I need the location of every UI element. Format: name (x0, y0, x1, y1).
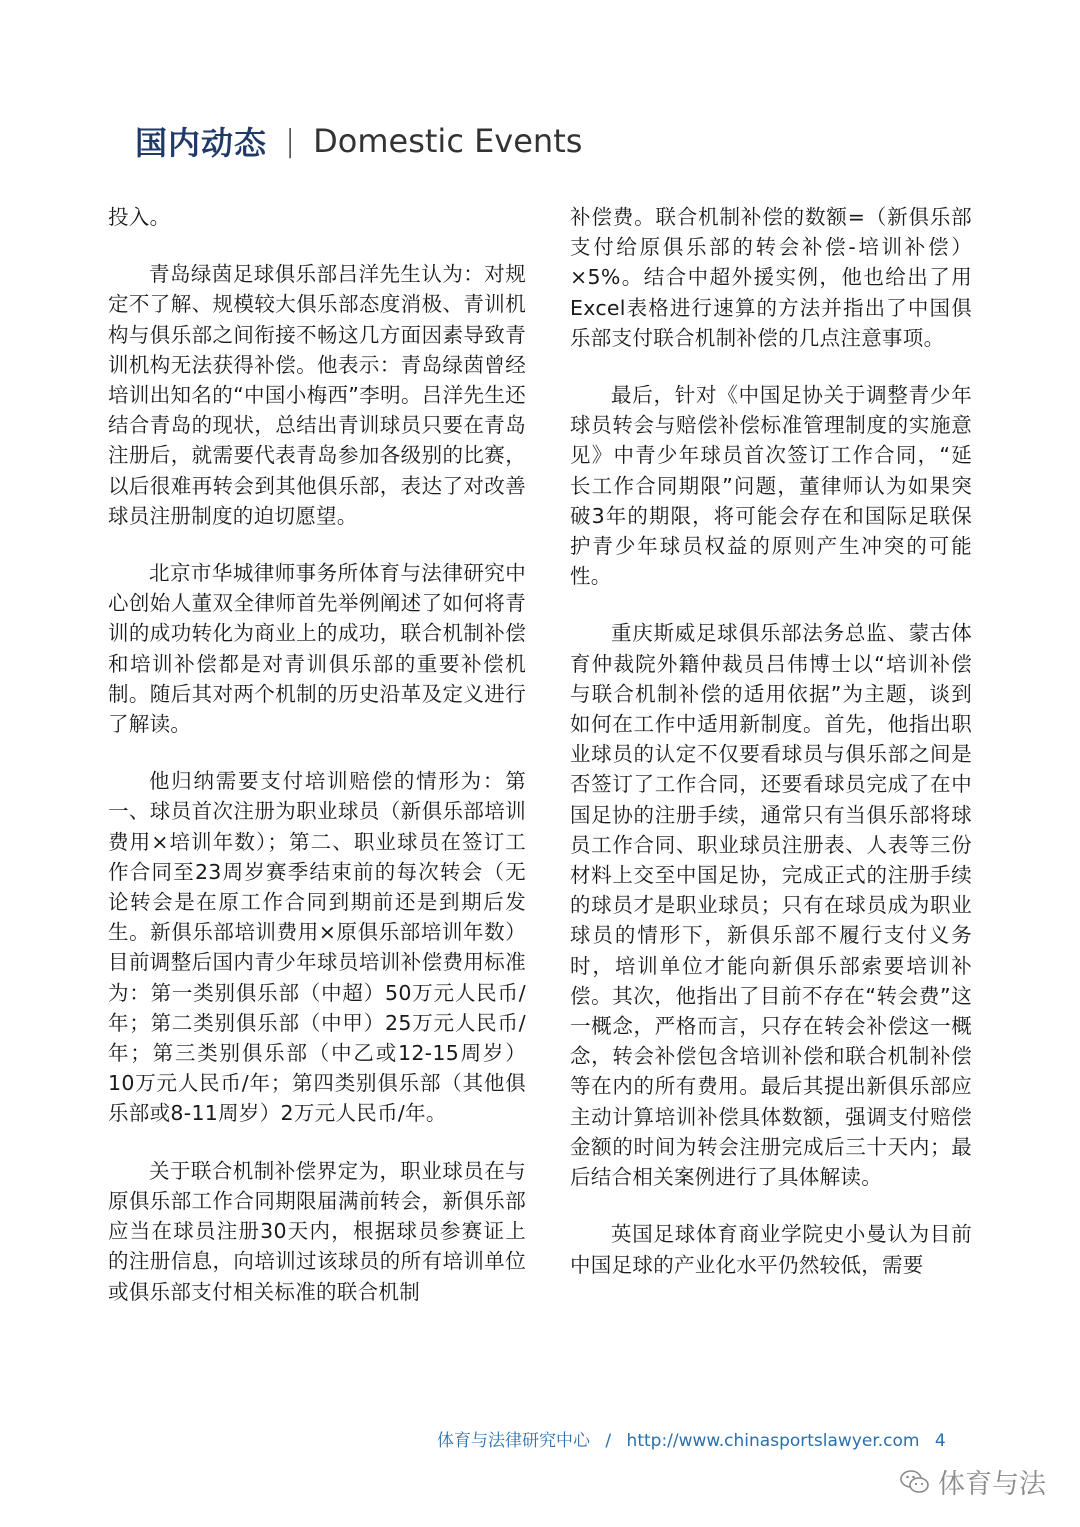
wechat-watermark (900, 1462, 1046, 1501)
paragraph: 最后，针对《中国足协关于调整青少年球员转会与赔偿补偿标准管理制度的实施意见》中青少年球员首次签订工作合同，“延长工作合同期限”问题，董律师认为如果突破3年的期限，将可能会存在和国际足联保护青少年球员权益的原则产生冲突的可能性。 (570, 383, 972, 589)
paragraph: 关于联合机制补偿界定为，职业球员在与原俱乐部工作合同期限届满前转会，新俱乐部应当在球员注册30天内，根据球员参赛证上的注册信息，向培训过该球员的所有培训单位或俱乐部支付相关标准的联合机制 (108, 1158, 526, 1304)
footer-url-link[interactable]: http://www.chinasportslawyer.com (626, 1431, 920, 1451)
paragraph: 重庆斯威足球俱乐部法务总监、蒙古体育仲裁院外籍仲裁员吕伟博士以“培训补偿与联合机制补偿的适用依据”为主题，谈到如何在工作中适用新制度。首先，他指出职业球员的认定不仅要看球员与俱乐部之间是否签订了工作合同，还要看球员完成了在中国足协的注册手续，通常只有当俱乐部将球员工作合同、职业球员注册表、人表等三份材料上交至中国足协，完成正式的注册手续的球员才是职业球员；只有在球员成为职业球员的情形下，新俱乐部不履行支付义务时，培训单位才能向新俱乐部索要培训补偿。其次，他指出了目前不存在“转会费”这一概念，严格而言，只存在转会补偿这一概念，转会补偿包含培训补偿和联合机制补偿等在内的所有费用。最后其提出新俱乐部应主动计算培训补偿具体数额，强调支付赔偿金额的时间为转会注册完成后三十天内；最后结合相关案例进行了具体解读。 (570, 621, 972, 1190)
footer-slash: / (605, 1431, 612, 1451)
paragraph: 北京市华城律师事务所体育与法律研究中心创始人董双全律师首先举例阐述了如何将青训的成功转化为商业上的成功，联合机制补偿和培训补偿都是对青训俱乐部的重要补偿机制。随后其对两个机制的历史沿革及定义进行了解读。 (108, 561, 526, 737)
wechat-icon (900, 1469, 930, 1495)
section-header (135, 118, 582, 164)
page-footer (437, 1426, 946, 1451)
right-column (570, 202, 972, 1307)
footer-org: 体育与法律研究中心 (437, 1431, 590, 1451)
paragraph: 补偿费。联合机制补偿的数额=（新俱乐部支付给原俱乐部的转会补偿-培训补偿）×5%。结合中超外援实例，他也给出了用Excel表格进行速算的方法并指出了中国俱乐部支付联合机制补偿的几点注意事项。 (570, 205, 972, 350)
watermark-text: 体育与法 (938, 1469, 1046, 1500)
paragraph: 青岛绿茵足球俱乐部吕洋先生认为：对规定不了解、规模较大俱乐部态度消极、青训机构与俱乐部之间衔接不畅这几方面因素导致青训机构无法获得补偿。他表示：青岛绿茵曾经培训出知名的“中国小梅西”李明。吕洋先生还结合青岛的现状，总结出青训球员只要在青岛注册后，就需要代表青岛参加各级别的比赛，以后很难再转会到其他俱乐部，表达了对改善球员注册制度的迫切愿望。 (108, 262, 526, 528)
title-separator: | (285, 123, 296, 159)
paragraph: 他归纳需要支付培训赔偿的情形为：第一、球员首次注册为职业球员（新俱乐部培训费用×培训年数）；第二、职业球员在签订工作合同至23周岁赛季结束前的每次转会（无论转会是在原工作合同到期前还是到期后发生。新俱乐部培训费用×原俱乐部培训年数）目前调整后国内青少年球员培训补偿费用标准为：第一类别俱乐部（中超）50万元人民币/年；第二类别俱乐部（中甲）25万元人民币/年；第三类别俱乐部（中乙或12-15周岁）10万元人民币/年；第四类别俱乐部（其他俱乐部或8-11周岁）2万元人民币/年。 (108, 769, 526, 1126)
page-number: 4 (934, 1431, 946, 1451)
left-column (108, 202, 526, 1334)
paragraph: 投入。 (108, 205, 171, 229)
section-title-cn: 国内动态 (135, 124, 268, 162)
section-title-en: Domestic Events (313, 122, 583, 160)
paragraph: 英国足球体育商业学院史小曼认为目前中国足球的产业化水平仍然较低，需要 (570, 1222, 972, 1277)
